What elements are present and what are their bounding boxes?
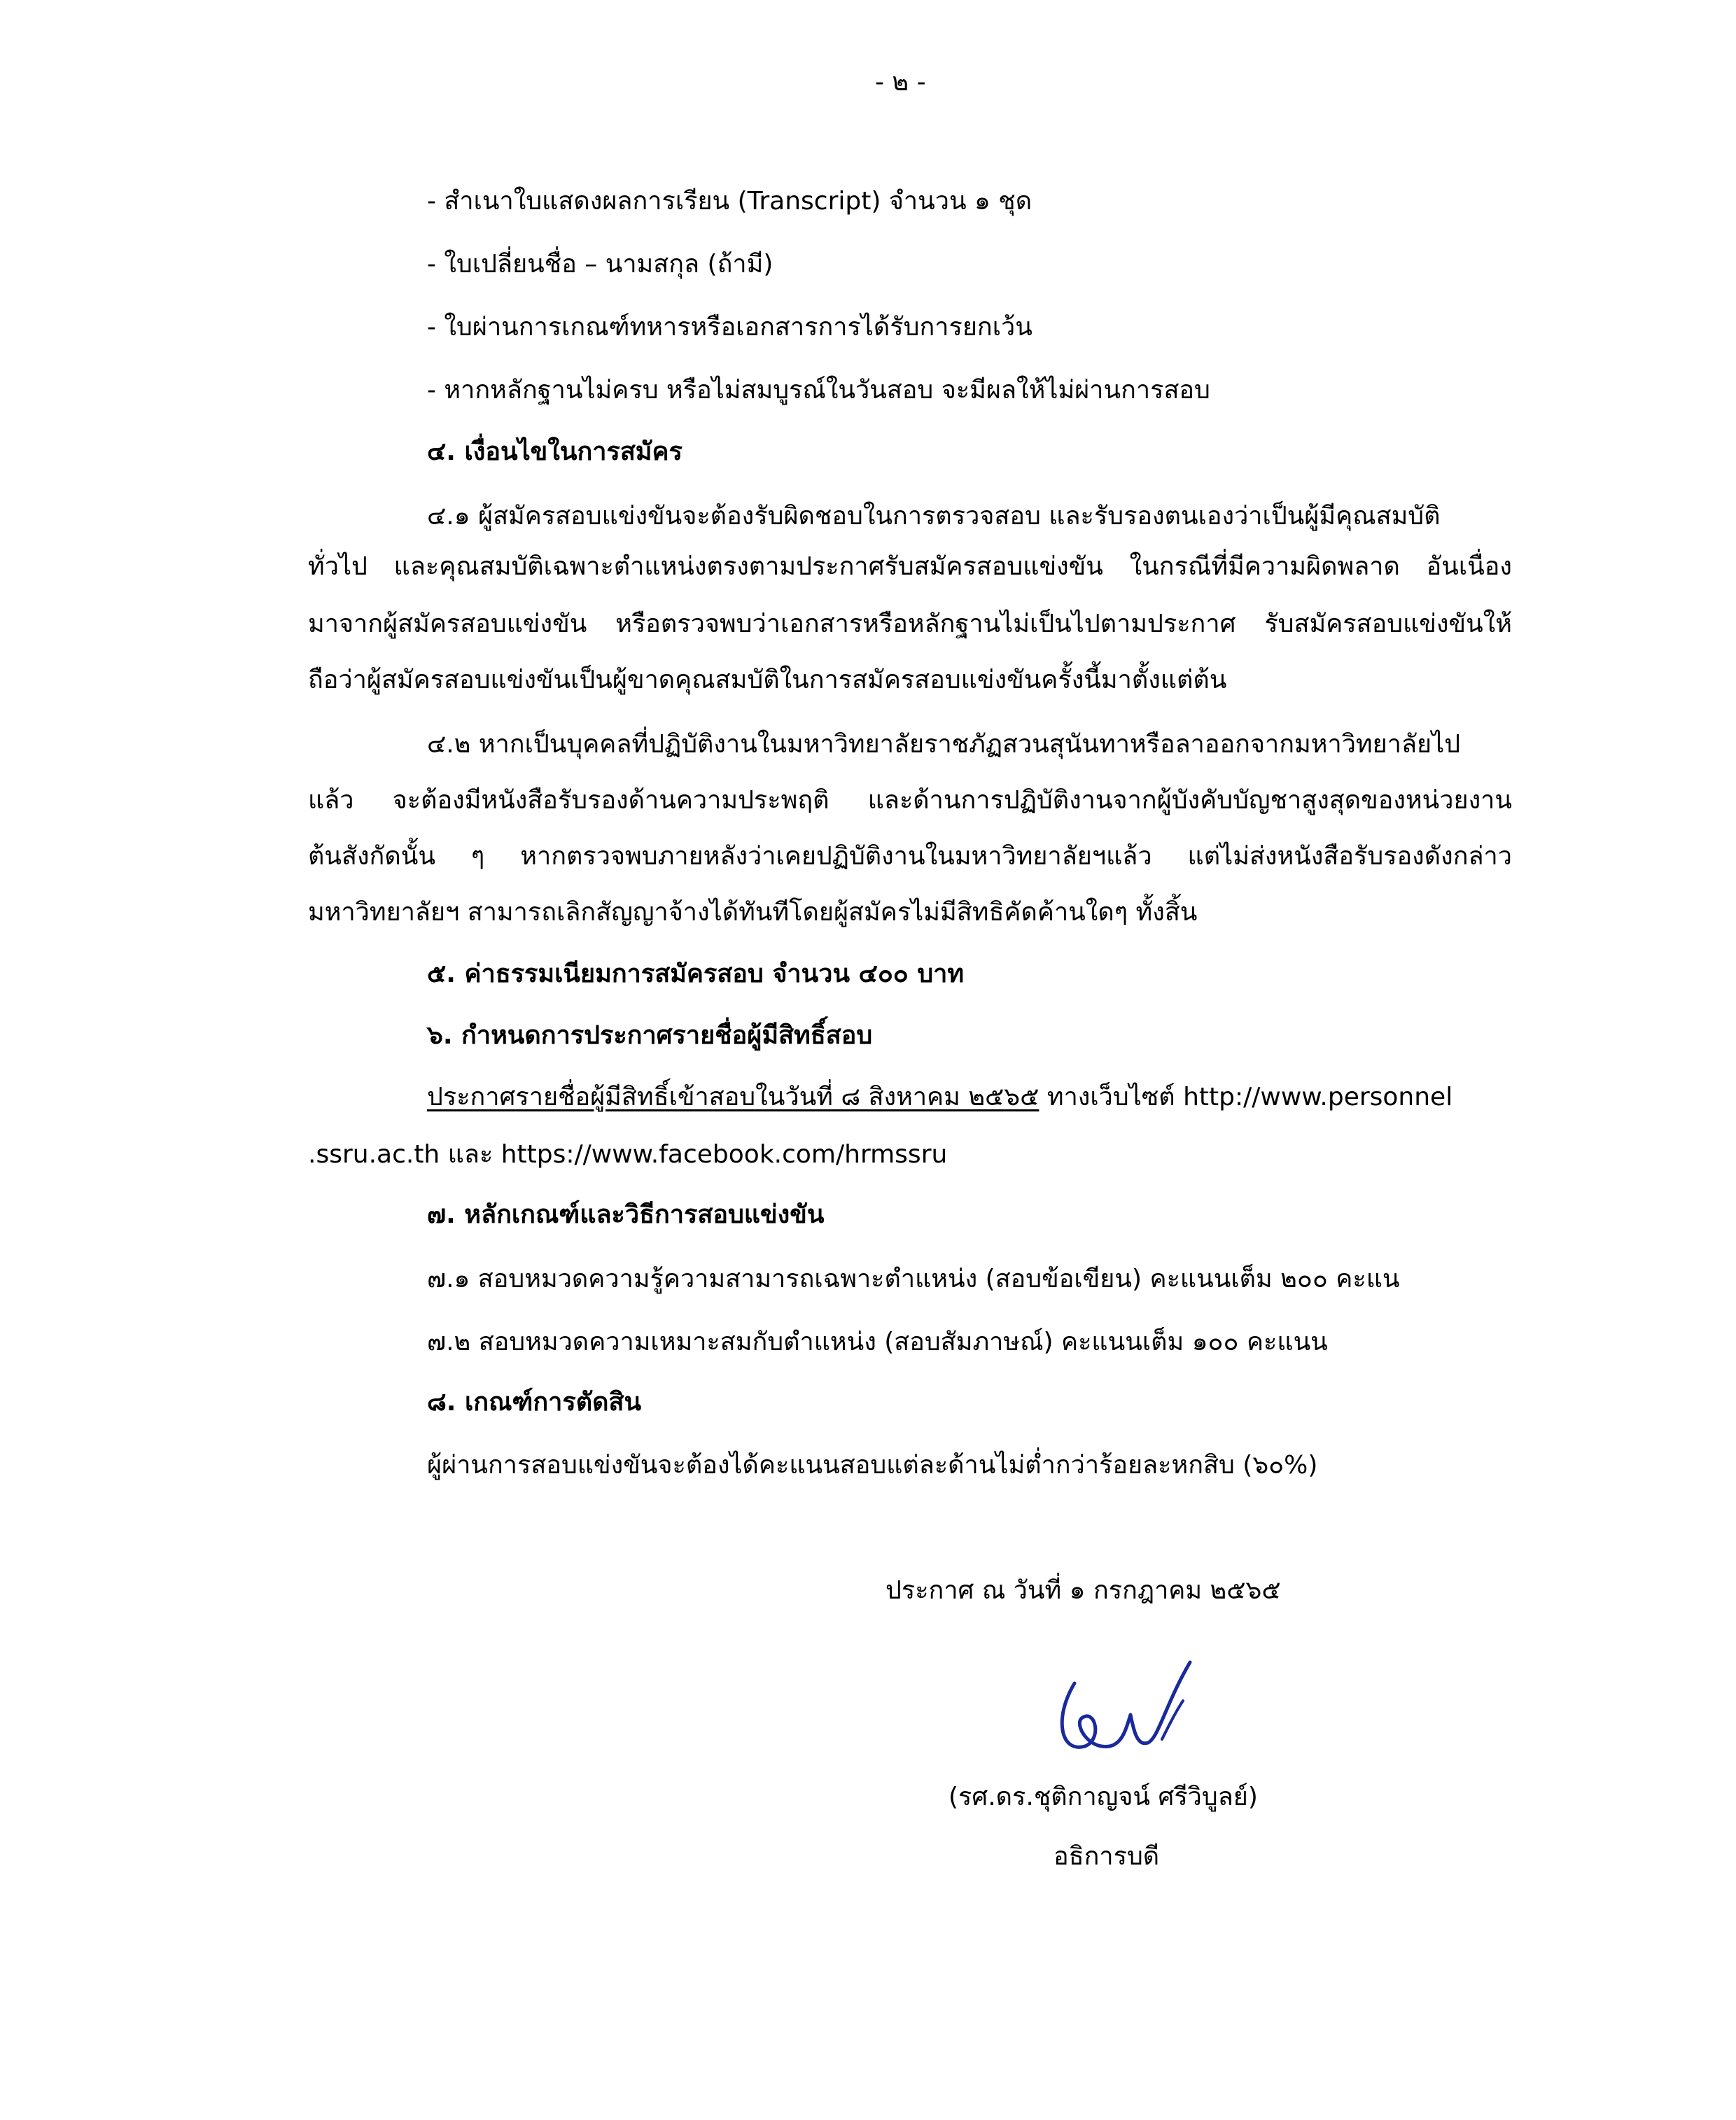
section-4-1-line-4: ถือว่าผู้สมัครสอบแข่งขันเป็นผู้ขาดคุณสมบัติในการสมัครสอบแข่งขันครั้งนี้มาตั้งแต่ต้น bbox=[308, 666, 1227, 694]
section-4-1-line-1: ๔.๑ ผู้สมัครสอบแข่งขันจะต้องรับผิดชอบในการตรวจสอบ และรับรองตนเองว่าเป็นผู้มีคุณสมบัติ bbox=[427, 502, 1441, 531]
section-4-2-line-4: มหาวิทยาลัยฯ สามารถเลิกสัญญาจ้างได้ทันทีโดยผู้สมัครไม่มีสิทธิคัดค้านใดๆ ทั้งสิ้น bbox=[308, 898, 1198, 927]
section-4-1-line-2: ทั่วไป และคุณสมบัติเฉพาะตำแหน่งตรงตามประกาศรับสมัครสอบแข่งขัน ในกรณีที่มีความผิดพลาด อันเนื่อง bbox=[308, 552, 1512, 581]
doc-list-item-transcript: - สำเนาใบแสดงผลการเรียน (Transcript) จำนวน ๑ ชุด bbox=[427, 187, 1032, 216]
section-7-item-1: ๗.๑ สอบหมวดความรู้ความสามารถเฉพาะตำแหน่ง (สอบข้อเขียน) คะแนนเต็ม ๒๐๐ คะแน bbox=[427, 1265, 1400, 1293]
section-6-line-1 bbox=[427, 1078, 1452, 1117]
section-5-heading: ๕. ค่าธรรมเนียมการสมัครสอบ จำนวน ๔๐๐ บาท bbox=[427, 960, 965, 988]
signer-title: อธิการบดี bbox=[1054, 1842, 1160, 1871]
doc-list-item-name-change: - ใบเปลี่ยนชื่อ – นามสกุล (ถ้ามี) bbox=[427, 250, 774, 279]
section-4-2-line-1: ๔.๒ หากเป็นบุคคลที่ปฏิบัติงานในมหาวิทยาลัยราชภัฏสวนสุนันทาหรือลาออกจากมหาวิทยาลัยไป bbox=[427, 730, 1461, 759]
section-7-heading: ๗. หลักเกณฑ์และวิธีการสอบแข่งขัน bbox=[427, 1200, 825, 1229]
announcement-date-text: ประกาศรายชื่อผู้มีสิทธิ์เข้าสอบในวันที่ ๘ สิงหาคม ๒๕๖๕ bbox=[427, 1083, 1040, 1111]
doc-list-item-incomplete-note: - หากหลักฐานไม่ครบ หรือไม่สมบูรณ์ในวันสอบ จะมีผลให้ไม่ผ่านการสอบ bbox=[427, 376, 1210, 405]
announcement-date: ประกาศ ณ วันที่ ๑ กรกฎาคม ๒๕๖๕ bbox=[886, 1576, 1281, 1605]
section-4-2-line-2: แล้ว จะต้องมีหนังสือรับรองด้านความประพฤติ และด้านการปฏิบัติงานจากผู้บังคับบัญชาสูงสุดของหน่วยงาน bbox=[308, 786, 1512, 815]
section-6-heading: ๖. กำหนดการประกาศรายชื่อผู้มีสิทธิ์สอบ bbox=[427, 1021, 873, 1050]
section-4-2-line-3: ต้นสังกัดนั้น ๆ หากตรวจพบภายหลังว่าเคยปฏิบัติงานในมหาวิทยาลัยฯแล้ว แต่ไม่ส่งหนังสือรับรองดังกล่าว bbox=[308, 842, 1512, 871]
section-7-item-2: ๗.๒ สอบหมวดความเหมาะสมกับตำแหน่ง (สอบสัมภาษณ์) คะแนนเต็ม ๑๐๐ คะแนน bbox=[427, 1328, 1328, 1356]
doc-list-item-military: - ใบผ่านการเกณฑ์ทหารหรือเอกสารการได้รับการยกเว้น bbox=[427, 313, 1032, 342]
section-8-heading: ๘. เกณฑ์การตัดสิน bbox=[427, 1388, 642, 1417]
section-4-1-line-3: มาจากผู้สมัครสอบแข่งขัน หรือตรวจพบว่าเอกสารหรือหลักฐานไม่เป็นไปตามประกาศ รับสมัครสอบแข่งขันให้ bbox=[308, 610, 1512, 638]
signer-name: (รศ.ดร.ชุติกาญจน์ ศรีวิบูลย์) bbox=[948, 1783, 1258, 1811]
section-6-line-2: .ssru.ac.th และ https://www.facebook.com/hrmssru bbox=[308, 1140, 948, 1169]
signature-image bbox=[1026, 1641, 1208, 1774]
section-4-heading: ๔. เงื่อนไขในการสมัคร bbox=[427, 437, 682, 466]
website-text: ทางเว็บไซต์ http://www.personnel bbox=[1039, 1083, 1453, 1111]
section-8-text: ผู้ผ่านการสอบแข่งขันจะต้องได้คะแนนสอบแต่ละด้านไม่ต่ำกว่าร้อยละหกสิบ (๖๐%) bbox=[427, 1451, 1318, 1480]
page-number: - ๒ - bbox=[875, 68, 926, 97]
